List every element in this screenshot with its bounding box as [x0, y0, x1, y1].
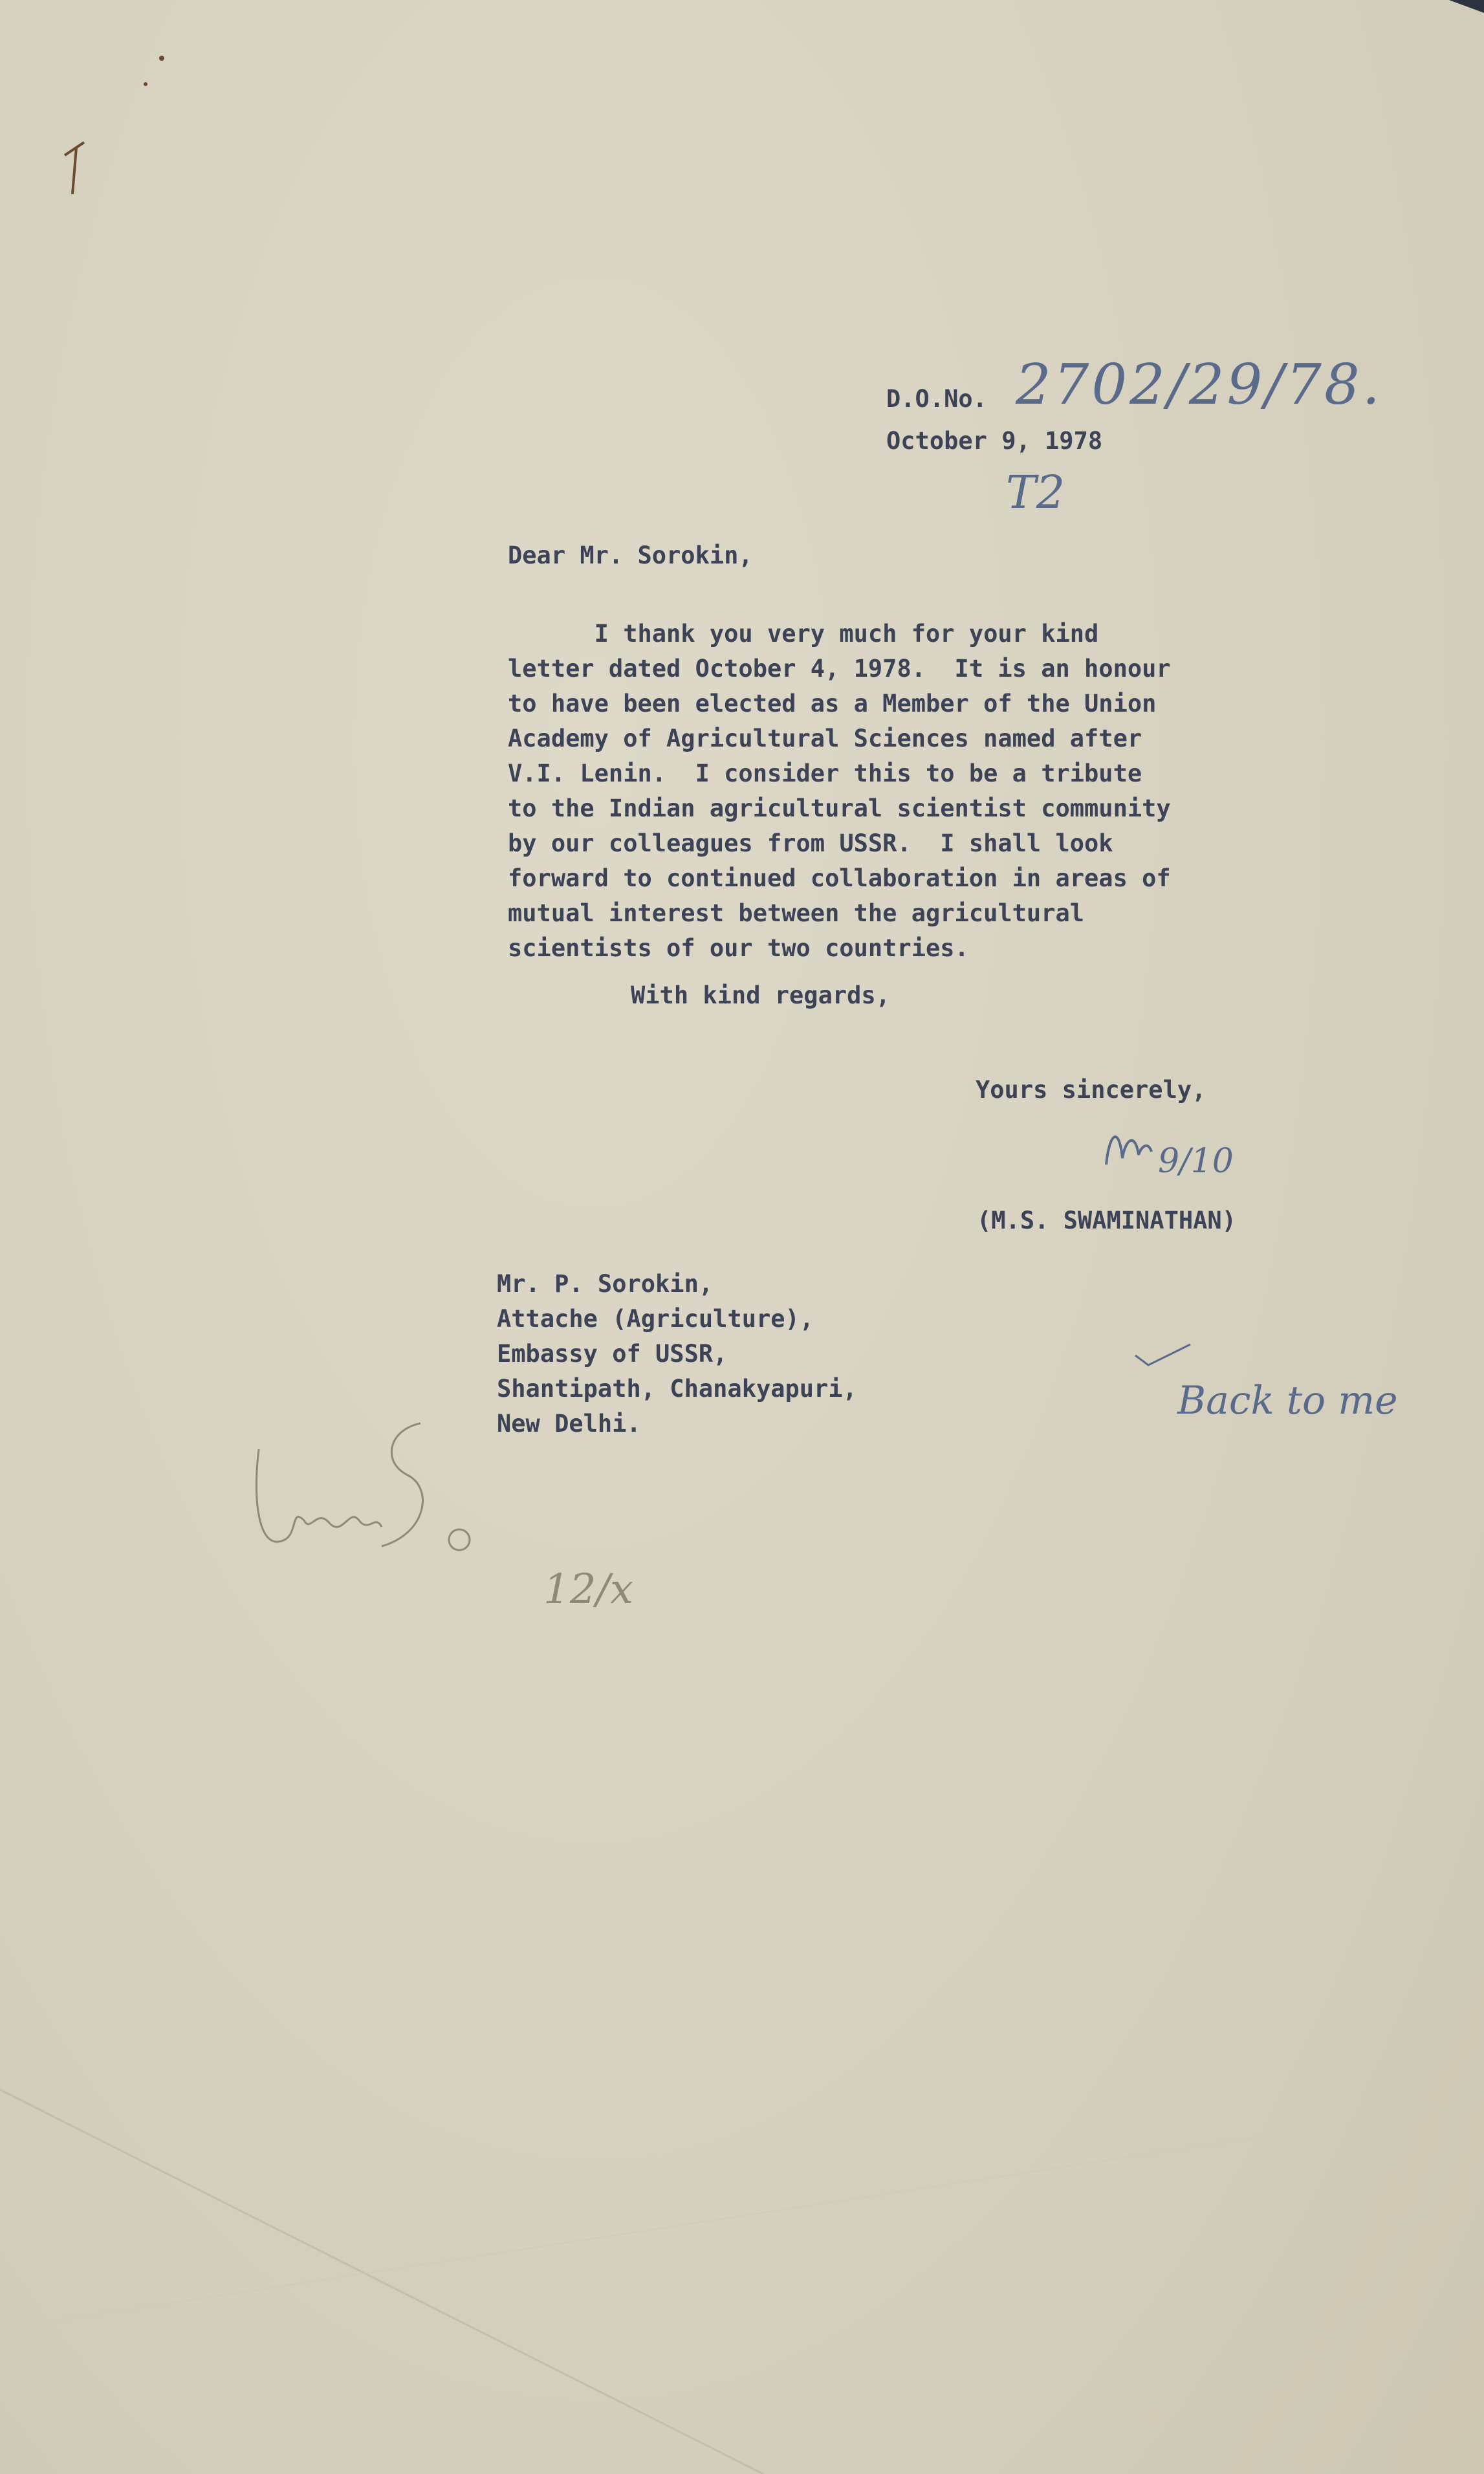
ref-number: 2702/29/78. — [1016, 353, 1383, 417]
body-line: by our colleagues from USSR. I shall look — [508, 829, 1113, 857]
complimentary-close: Yours sincerely, — [976, 1076, 1206, 1104]
handwritten-note: Back to me — [1177, 1378, 1398, 1423]
body-line: mutual interest between the agricultural — [508, 899, 1085, 927]
body-line: scientists of our two countries. — [508, 934, 969, 962]
handwritten-initials-date: 12/x — [543, 1566, 634, 1614]
body-line: to have been elected as a Member of the Union — [508, 690, 1157, 717]
addressee-line: Shantipath, Chanakyapuri, — [497, 1375, 857, 1403]
letter-date: October 9, 1978 — [886, 427, 1103, 455]
signature-date: 9/10 — [1158, 1142, 1234, 1181]
closing-regards: With kind regards, — [631, 981, 890, 1009]
salutation: Dear Mr. Sorokin, — [508, 542, 753, 569]
body-line: forward to continued collaboration in areas of — [508, 864, 1171, 892]
addressee-line: New Delhi. — [497, 1410, 641, 1438]
body-line: letter dated October 4, 1978. It is an honour — [508, 655, 1171, 683]
addressee-line: Mr. P. Sorokin, — [497, 1270, 714, 1298]
body-line: to the Indian agricultural scientist community — [508, 794, 1171, 822]
addressee-line: Embassy of USSR, — [497, 1340, 728, 1368]
body-line: I thank you very much for your kind — [508, 620, 1099, 648]
ref-label: D.O.No. — [886, 385, 987, 413]
body-line: V.I. Lenin. I consider this to be a tribute — [508, 760, 1142, 787]
addressee-line: Attache (Agriculture), — [497, 1305, 814, 1333]
handwritten-initials — [246, 1410, 582, 1592]
check-mark — [1132, 1339, 1197, 1372]
signatory-name: (M.S. SWAMINATHAN) — [977, 1207, 1236, 1234]
file-mark: T2 — [1006, 466, 1065, 519]
body-line: Academy of Agricultural Sciences named after — [508, 725, 1142, 752]
